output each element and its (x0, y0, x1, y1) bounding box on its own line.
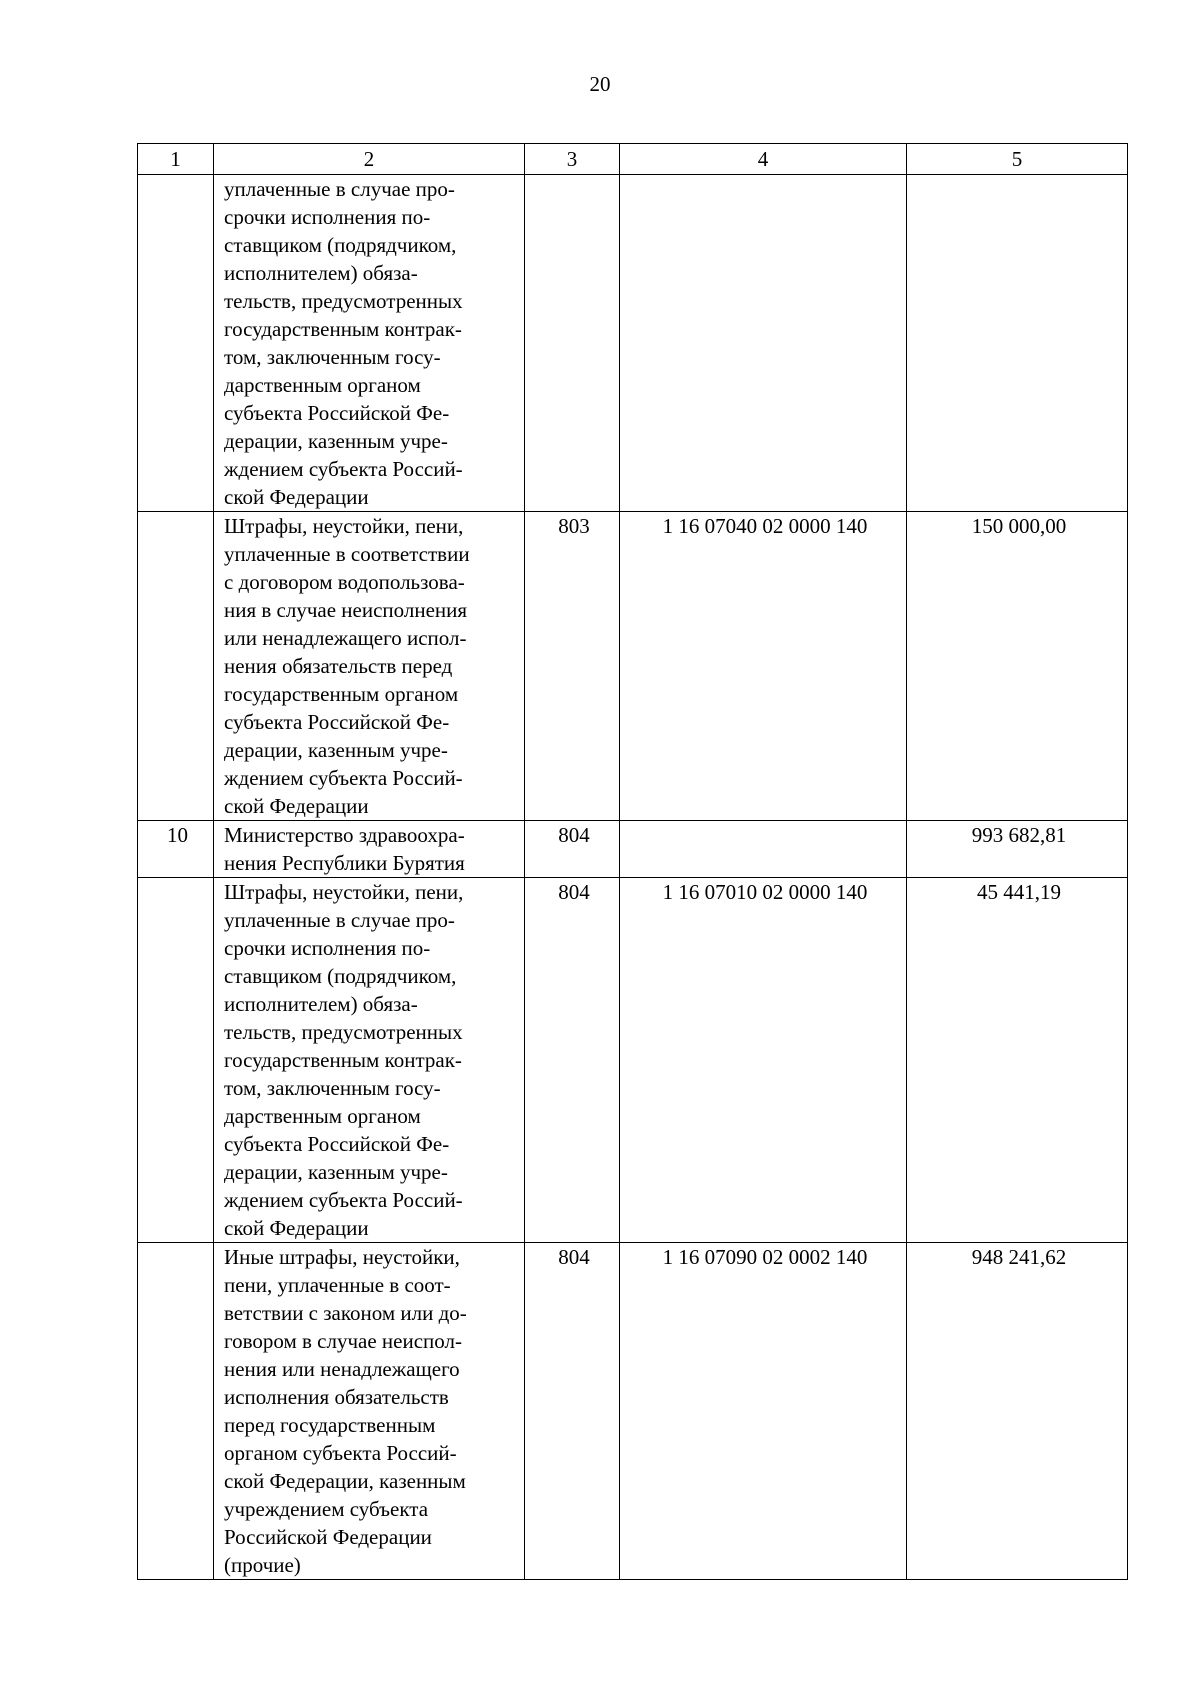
column-header-2: 2 (214, 144, 525, 175)
description-cell: уплаченные в случае про- срочки исполнения по- ставщиком (подрядчиком, исполнителем) обяза- тельств, предусмотренных государственным контрак- том, заключенным госу- дарственным органом субъекта Российской Фе- дерации, казенным учре- ждением субъекта Россий- ской Федерации (214, 175, 525, 512)
amount-cell: 45 441,19 (907, 878, 1128, 1243)
budget-code-cell (620, 821, 907, 878)
table-row (138, 1243, 1128, 1580)
description-cell: Министерство здравоохра- нения Республики Бурятия (214, 821, 525, 878)
admin-code-cell: 804 (525, 1243, 620, 1580)
table-row (138, 175, 1128, 512)
budget-table (137, 143, 1128, 1580)
table-row (138, 821, 1128, 878)
admin-code-cell (525, 175, 620, 512)
description-cell: Штрафы, неустойки, пени, уплаченные в соответствии с договором водопользова- ния в случае неисполнения или ненадлежащего испол- нения обязательств перед государственным органом субъекта Российской Фе- дерации, казенным учре- ждением субъекта Россий- ской Федерации (214, 512, 525, 821)
admin-code-cell: 803 (525, 512, 620, 821)
table-row (138, 512, 1128, 821)
row-number-cell: 10 (138, 821, 214, 878)
budget-code-cell: 1 16 07090 02 0002 140 (620, 1243, 907, 1580)
description-cell: Иные штрафы, неустойки, пени, уплаченные в соот- ветствии с законом или до- говором в случае неиспол- нения или ненадлежащего исполнения обязательств перед государственным органом субъекта Россий- ской Федерации, казенным учреждением субъекта Российской Федерации (прочие) (214, 1243, 525, 1580)
row-number-cell (138, 1243, 214, 1580)
budget-code-cell (620, 175, 907, 512)
budget-code-cell: 1 16 07040 02 0000 140 (620, 512, 907, 821)
table-header (138, 144, 1128, 175)
admin-code-cell: 804 (525, 878, 620, 1243)
column-header-3: 3 (525, 144, 620, 175)
amount-cell: 150 000,00 (907, 512, 1128, 821)
amount-cell (907, 175, 1128, 512)
header-row (138, 144, 1128, 175)
column-header-4: 4 (620, 144, 907, 175)
amount-cell: 948 241,62 (907, 1243, 1128, 1580)
row-number-cell (138, 512, 214, 821)
table-row (138, 878, 1128, 1243)
amount-cell: 993 682,81 (907, 821, 1128, 878)
column-header-5: 5 (907, 144, 1128, 175)
row-number-cell (138, 878, 214, 1243)
page-number: 20 (589, 72, 611, 96)
table-body (138, 175, 1128, 1580)
column-header-1: 1 (138, 144, 214, 175)
row-number-cell (138, 175, 214, 512)
budget-code-cell: 1 16 07010 02 0000 140 (620, 878, 907, 1243)
description-cell: Штрафы, неустойки, пени, уплаченные в случае про- срочки исполнения по- ставщиком (подрядчиком, исполнителем) обяза- тельств, предусмотренных государственным контрак- том, заключенным госу- дарственным органом субъекта Российской Фе- дерации, казенным учре- ждением субъекта Россий- ской Федерации (214, 878, 525, 1243)
admin-code-cell: 804 (525, 821, 620, 878)
